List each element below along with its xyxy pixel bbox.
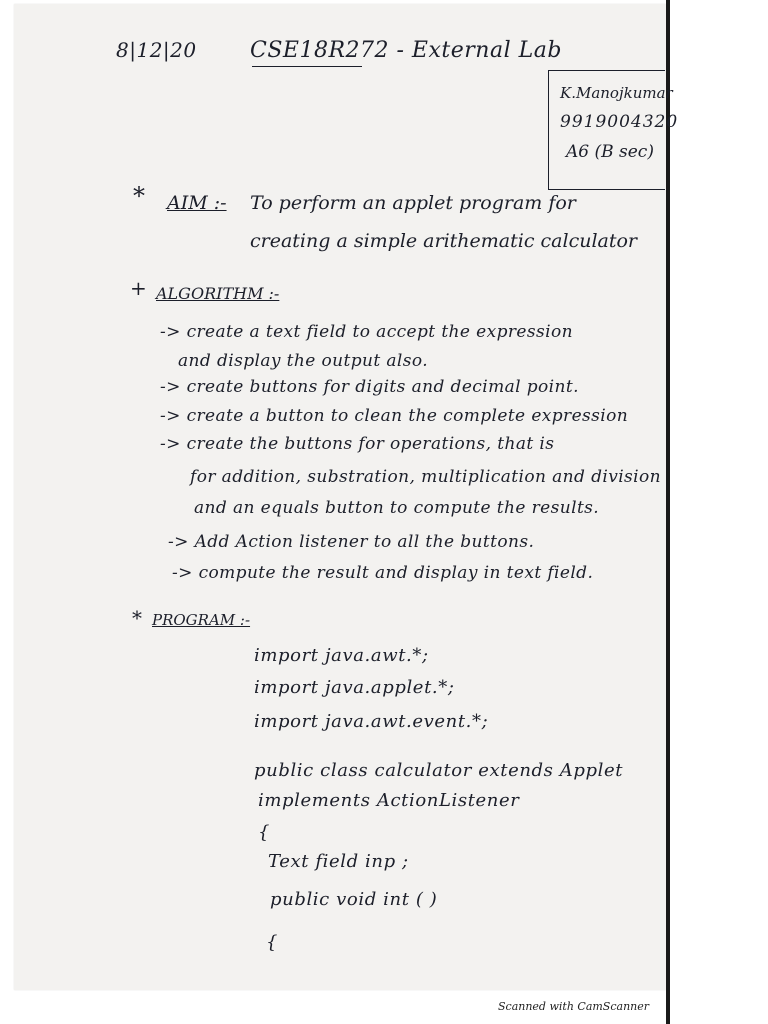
algorithm-step: for addition, substration, multiplication and division xyxy=(190,467,662,487)
code-line: import java.awt.event.*; xyxy=(254,711,489,732)
program-marker: * xyxy=(132,606,142,630)
code-line: implements ActionListener xyxy=(258,790,520,811)
code-line: import java.awt.*; xyxy=(254,645,429,666)
algorithm-step: -> create a text field to accept the expression xyxy=(160,322,573,342)
code-line: { xyxy=(258,822,271,843)
code-line: Text field inp ; xyxy=(268,851,409,872)
aim-label: AIM :- xyxy=(167,192,227,214)
code-line: import java.applet.*; xyxy=(254,677,455,698)
page-edge xyxy=(666,0,670,1024)
code-line: public void int ( ) xyxy=(270,889,438,910)
code-line: public class calculator extends Applet xyxy=(254,760,624,781)
algorithm-step: -> compute the result and display in text field. xyxy=(172,563,594,583)
aim-text-line-1: To perform an applet program for xyxy=(250,192,576,214)
aim-text-line-2: creating a simple arithematic calculator xyxy=(250,230,638,252)
algorithm-label: ALGORITHM :- xyxy=(156,284,280,303)
student-reg-no: 9919004320 xyxy=(560,112,679,132)
algorithm-step: -> create a button to clean the complete expression xyxy=(160,406,629,426)
student-name: K.Manojkumar xyxy=(560,84,673,102)
algorithm-marker: + xyxy=(130,276,147,300)
page-title: CSE18R272 - External Lab xyxy=(250,38,562,63)
program-label: PROGRAM :- xyxy=(152,611,251,629)
code-line: { xyxy=(266,932,279,953)
algorithm-step: -> create buttons for digits and decimal point. xyxy=(160,377,579,397)
algorithm-step: -> Add Action listener to all the buttons. xyxy=(168,532,535,552)
title-underline xyxy=(252,66,362,67)
algorithm-step: -> create the buttons for operations, that is xyxy=(160,434,555,454)
student-section: A6 (B sec) xyxy=(566,142,654,162)
date: 8|12|20 xyxy=(116,38,197,62)
aim-marker: * xyxy=(133,182,145,210)
algorithm-step: and an equals button to compute the results. xyxy=(194,498,600,518)
algorithm-step: and display the output also. xyxy=(178,351,429,371)
scanner-watermark: Scanned with CamScanner xyxy=(498,1000,650,1013)
